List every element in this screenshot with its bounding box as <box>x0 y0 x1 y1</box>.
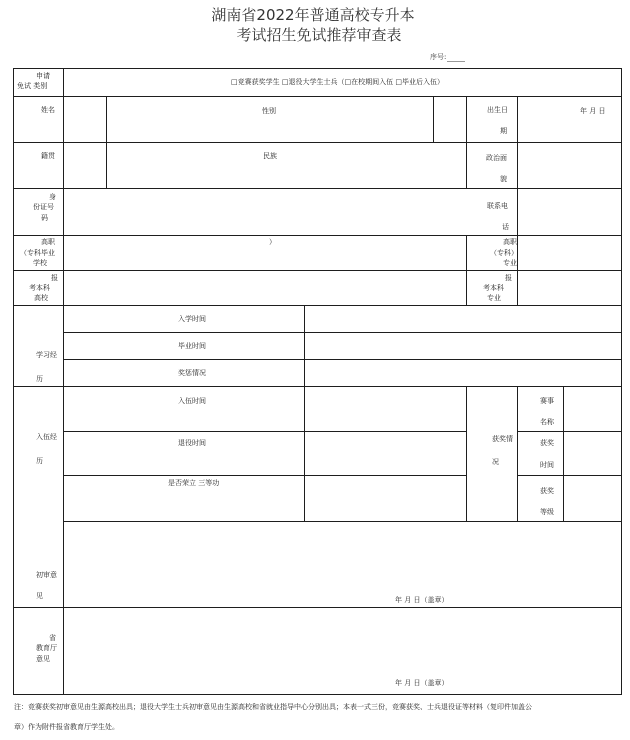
study-label-1: 学习经 <box>36 351 57 359</box>
politics-label-2: 貌 <box>500 175 507 183</box>
origin-label: 籍贯 <box>41 152 55 160</box>
college-major-label-2: （专科） <box>490 249 518 257</box>
birth-label-1: 出生日 <box>487 106 508 114</box>
birth-date-value: 年 月 日 <box>580 107 606 115</box>
award-time-label-1: 获奖 <box>540 439 554 447</box>
study-label-2: 历 <box>36 375 43 383</box>
serial-number: 序号: <box>430 52 465 62</box>
id-label-1: 身 <box>49 193 56 201</box>
college-label-2: （专科毕业 <box>20 249 55 257</box>
admission-time-label: 入学时间 <box>178 315 206 323</box>
penalty-label: 奖惩情况 <box>178 369 206 377</box>
birth-label-2: 期 <box>500 127 507 135</box>
id-label-3: 码 <box>41 214 48 222</box>
college-major-label-1: 高职 <box>503 238 517 246</box>
apply-school-label-1: 报 <box>51 274 58 282</box>
phone-label-2: 话 <box>502 223 509 231</box>
option-veteran-in-school[interactable]: □退役大学生士兵（□在校期间入伍 <box>281 78 394 86</box>
discharge-time-label: 退役时间 <box>178 439 206 447</box>
apply-major-label-1: 报 <box>505 274 512 282</box>
dept-label-2: 教育厅 <box>36 644 57 652</box>
politics-label-1: 政治面 <box>486 154 507 162</box>
award-time-label-2: 时间 <box>540 461 554 469</box>
footnote-line2: 章）作为附件报省教育厅学生处。 <box>14 723 119 731</box>
dept-label-1: 省 <box>49 634 56 642</box>
id-label-2: 份证号 <box>33 203 54 211</box>
dept-label-3: 意见 <box>36 655 50 663</box>
apply-major-label-2: 考本科 <box>483 284 504 292</box>
apply-major-label-3: 专业 <box>487 294 501 302</box>
award-label-2: 况 <box>492 458 499 466</box>
phone-label-1: 联系电 <box>487 202 508 210</box>
college-major-label-3: 专业 <box>503 259 517 267</box>
award-label-1: 获奖情 <box>492 435 513 443</box>
review-sign-date: 年 月 日（盖章） <box>395 596 449 604</box>
service-label-1: 入伍经 <box>36 433 57 441</box>
ethnicity-label: 民族 <box>263 152 277 160</box>
dept-sign-date: 年 月 日（盖章） <box>395 679 449 687</box>
option-contest-winner[interactable]: □竞赛获奖学生 <box>231 78 280 86</box>
apply-type-options <box>231 78 444 87</box>
apply-type-label-2: 免试 类别 <box>17 82 48 90</box>
form-title-line2: 考试招生免试推荐审查表 <box>236 26 402 44</box>
college-label-1: 高职 <box>41 238 55 246</box>
graduation-time-label: 毕业时间 <box>178 342 206 350</box>
college-label-3: 学校 <box>33 259 47 267</box>
award-level-label-2: 等级 <box>540 508 554 516</box>
form-title-line1: 湖南省2022年普通高校专升本 <box>211 6 415 24</box>
college-paren: ） <box>269 238 276 246</box>
name-label: 姓名 <box>41 106 55 114</box>
gender-label: 性别 <box>262 107 276 115</box>
enlist-time-label: 入伍时间 <box>178 397 206 405</box>
contest-name-label-2: 名称 <box>540 418 554 426</box>
apply-school-label-3: 高校 <box>34 294 48 302</box>
award-level-label-1: 获奖 <box>540 487 554 495</box>
footnote-line1: 注：竞赛获奖初审意见由生源高校出具；退役大学生士兵初审意见由生源高校和省就业指导中心分别出具；本表一式三份，竞赛获奖、士兵退役证等材料（复印件加盖公 <box>14 703 532 711</box>
service-label-2: 历 <box>36 457 43 465</box>
apply-school-label-2: 考本科 <box>29 284 50 292</box>
apply-type-label-1: 申请 <box>36 72 50 80</box>
option-veteran-after-graduation[interactable]: □毕业后入伍） <box>395 78 444 86</box>
contest-name-label-1: 赛事 <box>540 397 554 405</box>
review-label-1: 初审意 <box>36 571 57 579</box>
merit-label: 是否荣立 三等功 <box>168 479 220 487</box>
review-label-2: 见 <box>36 592 43 600</box>
